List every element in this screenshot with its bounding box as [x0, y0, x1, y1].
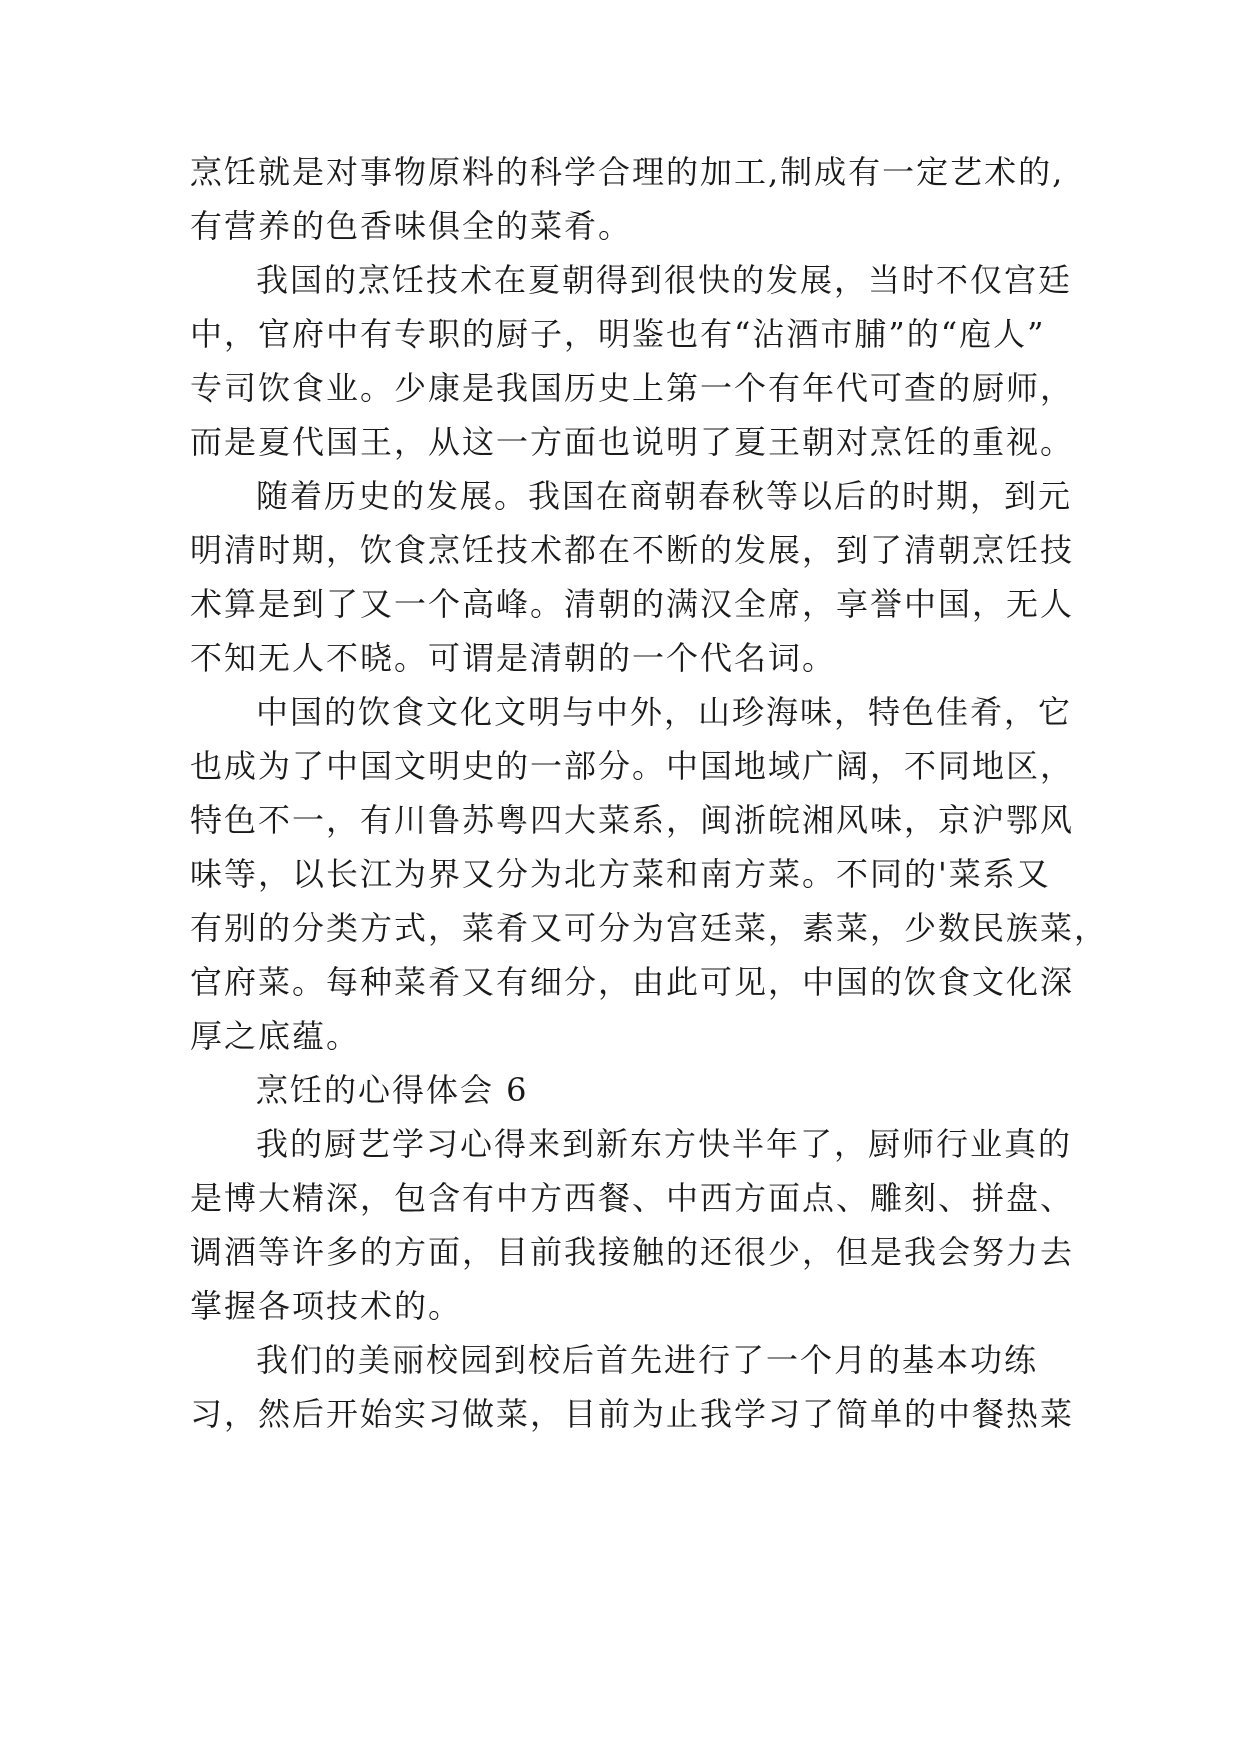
paragraph-1-line-1: 烹饪就是对事物原料的科学合理的加工,制成有一定艺术的, [190, 153, 1065, 191]
paragraph-5-line-3: 调酒等许多的方面，目前我接触的还很少，但是我会努力去 [190, 1233, 1075, 1271]
paragraph-3-line-4: 不知无人不晓。可谓是清朝的一个代名词。 [190, 639, 837, 677]
paragraph-4-line-4: 味等，以长江为界又分为北方菜和南方菜。不同的'菜系又 [190, 855, 1051, 893]
paragraph-6-line-1: 我们的美丽校园到校后首先进行了一个月的基本功练 [256, 1341, 1039, 1379]
paragraph-4-line-5: 有别的分类方式，菜肴又可分为宫廷菜，素菜，少数民族菜， [190, 909, 1109, 947]
paragraph-4-line-6: 官府菜。每种菜肴又有细分，由此可见，中国的饮食文化深 [190, 963, 1075, 1001]
paragraph-3-line-2: 明清时期，饮食烹饪技术都在不断的发展，到了清朝烹饪技 [190, 531, 1075, 569]
paragraph-5-line-4: 掌握各项技术的。 [190, 1287, 463, 1325]
paragraph-3-line-3: 术算是到了又一个高峰。清朝的满汉全席，享誉中国，无人 [190, 585, 1075, 623]
paragraph-5-line-1: 我的厨艺学习心得来到新东方快半年了，厨师行业真的 [256, 1125, 1073, 1163]
section-heading: 烹饪的心得体会 6 [256, 1071, 529, 1109]
paragraph-4-line-3: 特色不一，有川鲁苏粤四大菜系，闽浙皖湘风味，京沪鄂风 [190, 801, 1075, 839]
paragraph-5-line-2: 是博大精深，包含有中方西餐、中西方面点、雕刻、拼盘、 [190, 1179, 1075, 1217]
paragraph-4-line-7: 厚之底蕴。 [190, 1017, 361, 1055]
paragraph-2-line-2: 中，官府中有专职的厨子，明鉴也有“沾酒市脯”的“庖人” [190, 315, 1046, 353]
paragraph-1-line-2: 有营养的色香味俱全的菜肴。 [190, 207, 633, 245]
paragraph-6-line-2: 习，然后开始实习做菜，目前为止我学习了简单的中餐热菜 [190, 1395, 1075, 1433]
paragraph-3-line-1: 随着历史的发展。我国在商朝春秋等以后的时期，到元 [256, 477, 1073, 515]
paragraph-2-line-4: 而是夏代国王，从这一方面也说明了夏王朝对烹饪的重视。 [190, 423, 1075, 461]
paragraph-2-line-1: 我国的烹饪技术在夏朝得到很快的发展，当时不仅宫廷 [256, 261, 1073, 299]
paragraph-4-line-1: 中国的饮食文化文明与中外，山珍海味，特色佳肴，它 [256, 693, 1073, 731]
paragraph-4-line-2: 也成为了中国文明史的一部分。中国地域广阔，不同地区， [190, 747, 1075, 785]
paragraph-2-line-3: 专司饮食业。少康是我国历史上第一个有年代可查的厨师， [190, 369, 1075, 407]
